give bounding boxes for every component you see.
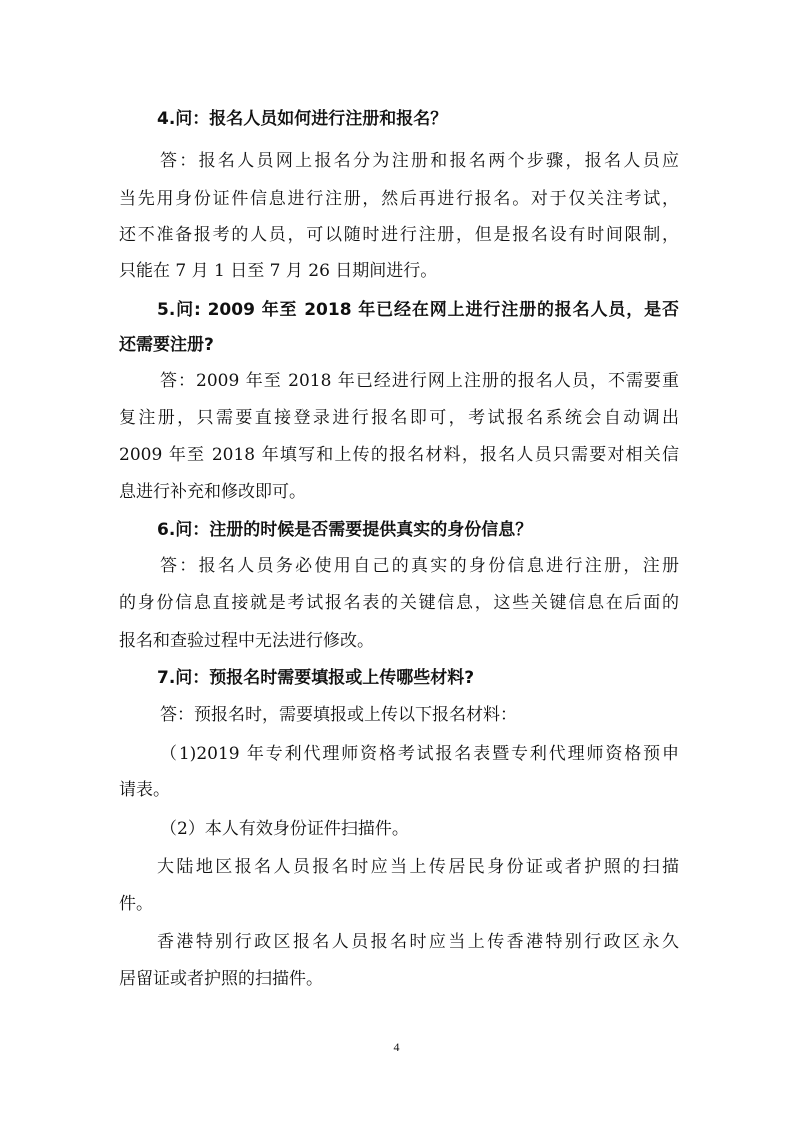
hongkong-requirement-line-1: 香港特别行政区报名人员报名时应当上传香港特别行政区永久 [157, 932, 679, 952]
question-5-heading-line-1: 5.问: 2009 年至 2018 年已经在网上进行注册的报名人员，是否 [157, 300, 679, 320]
answer-5-line-3: 2009 年至 2018 年填写和上传的报名材料，报名人员只需要对相关信 [119, 445, 679, 465]
question-5-heading-line-2: 还需要注册? [119, 335, 214, 355]
answer-5-line-1: 答：2009 年至 2018 年已经进行网上注册的报名人员，不需要重 [160, 371, 679, 391]
answer-7-item-1-line-1: （1)2019 年专利代理师资格考试报名表暨专利代理师资格预申 [160, 744, 679, 764]
answer-6-line-3: 报名和查验过程中无法进行修改。 [119, 631, 374, 651]
answer-4-line-4: 只能在 7 月 1 日至 7 月 26 日期间进行。 [119, 261, 438, 281]
answer-6-line-1: 答：报名人员务必使用自己的真实的身份信息进行注册，注册 [160, 556, 679, 576]
mainland-requirement-line-1: 大陆地区报名人员报名时应当上传居民身份证或者护照的扫描 [157, 857, 679, 877]
question-4-heading: 4.问：报名人员如何进行注册和报名？ [157, 109, 448, 129]
mainland-requirement-line-2: 件。 [119, 894, 153, 914]
answer-4-line-2: 当先用身份证件信息进行注册，然后再进行报名。对于仅关注考试， [119, 189, 679, 209]
answer-5-line-4: 息进行补充和修改即可。 [119, 482, 306, 502]
question-6-heading: 6.问：注册的时候是否需要提供真实的身份信息？ [157, 520, 533, 540]
answer-4-line-3: 还不准备报考的人员，可以随时进行注册，但是报名设有时间限制， [119, 225, 679, 245]
answer-5-line-2: 复注册，只需要直接登录进行报名即可，考试报名系统会自动调出 [119, 408, 679, 428]
hongkong-requirement-line-2: 居留证或者护照的扫描件。 [119, 969, 323, 989]
answer-4-line-1: 答：报名人员网上报名分为注册和报名两个步骤，报名人员应 [160, 151, 679, 171]
answer-7-item-2: （2）本人有效身份证件扫描件。 [160, 819, 409, 839]
answer-7-item-1-line-2: 请表。 [119, 780, 170, 800]
page-number: 4 [393, 1040, 400, 1054]
question-7-heading: 7.问：预报名时需要填报或上传哪些材料? [157, 668, 475, 688]
answer-7-intro: 答：预报名时，需要填报或上传以下报名材料： [160, 705, 517, 725]
answer-6-line-2: 的身份信息直接就是考试报名表的关键信息，这些关键信息在后面的 [119, 593, 679, 613]
